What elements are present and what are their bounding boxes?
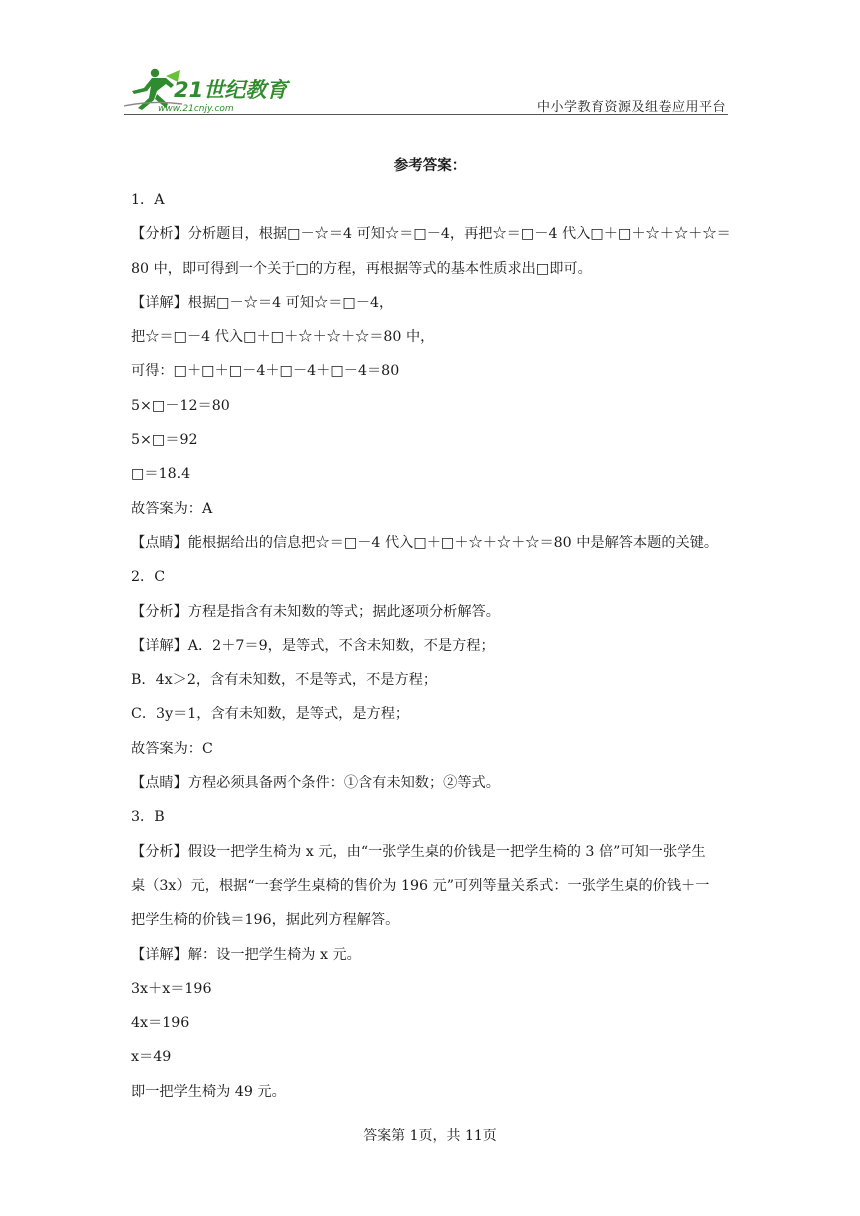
page-header — [0, 0, 860, 120]
text-line: 即一把学生椅为 49 元。 — [131, 1083, 286, 1100]
text-line: 【分析】分析题目，根据□－☆＝4 可知☆＝□－4，再把☆＝□－4 代入□＋□＋☆＋☆＋☆＝ — [131, 226, 731, 243]
platform-name: 中小学教育资源及组卷应用平台 — [536, 100, 726, 115]
text-line: 【详解】根据□－☆＝4 可知☆＝□－4， — [131, 294, 394, 311]
text-line: 故答案为：C — [131, 740, 213, 757]
text-line: x＝49 — [131, 1049, 172, 1066]
logo — [122, 64, 292, 114]
page-footer: 答案第 1页，共 11页 — [363, 1128, 497, 1144]
text-line: 5×□＝92 — [131, 432, 198, 449]
text-line: 【分析】假设一把学生椅为 x 元，由“一张学生桌的价钱是一把学生椅的 3 倍”可知一张学生 — [131, 843, 706, 860]
text-line: 【详解】A．2＋7＝9，是等式，不含未知数，不是方程； — [131, 637, 495, 654]
text-line: 桌（3x）元，根据“一套学生桌椅的售价为 196 元”可列等量关系式：一张学生桌的价钱＋一 — [131, 877, 710, 894]
answer-content — [131, 183, 731, 1109]
text-line: □＝18.4 — [131, 466, 191, 483]
text-line: C．3y＝1，含有未知数，是等式，是方程； — [131, 706, 410, 723]
text-line: 2．C — [131, 569, 166, 586]
text-line: 4x＝196 — [131, 1015, 190, 1032]
text-line: 把学生椅的价钱＝196，据此列方程解答。 — [131, 912, 400, 929]
text-line: 故答案为：A — [131, 500, 213, 517]
page-title: 参考答案： — [393, 157, 467, 174]
svg-text:www.21cnjy.com: www.21cnjy.com — [158, 104, 234, 114]
svg-text:21世纪教育: 21世纪教育 — [174, 78, 288, 102]
text-line: 80 中，即可得到一个关于□的方程，再根据等式的基本性质求出□即可。 — [131, 260, 592, 277]
text-line: 5×□－12＝80 — [131, 397, 230, 414]
text-line: B．4x＞2，含有未知数，不是等式，不是方程； — [131, 672, 438, 689]
text-line: 【点睛】能根据给出的信息把☆＝□－4 代入□＋□＋☆＋☆＋☆＝80 中是解答本题的关键。 — [131, 534, 719, 551]
text-line: 把☆＝□－4 代入□＋□＋☆＋☆＋☆＝80 中， — [131, 329, 435, 346]
text-line: 【分析】方程是指含有未知数的等式；据此逐项分析解答。 — [131, 603, 500, 620]
text-line: 【详解】解：设一把学生椅为 x 元。 — [131, 946, 361, 963]
runner-logo-icon — [122, 64, 292, 114]
text-line: 可得：□＋□＋□－4＋□－4＋□－4＝80 — [131, 363, 400, 380]
text-line: 3．B — [131, 809, 165, 826]
header-divider — [124, 114, 728, 115]
text-line: 1．A — [131, 192, 165, 208]
text-line: 3x＋x＝196 — [131, 980, 212, 997]
text-line: 【点睛】方程必须具备两个条件：①含有未知数；②等式。 — [131, 775, 500, 792]
